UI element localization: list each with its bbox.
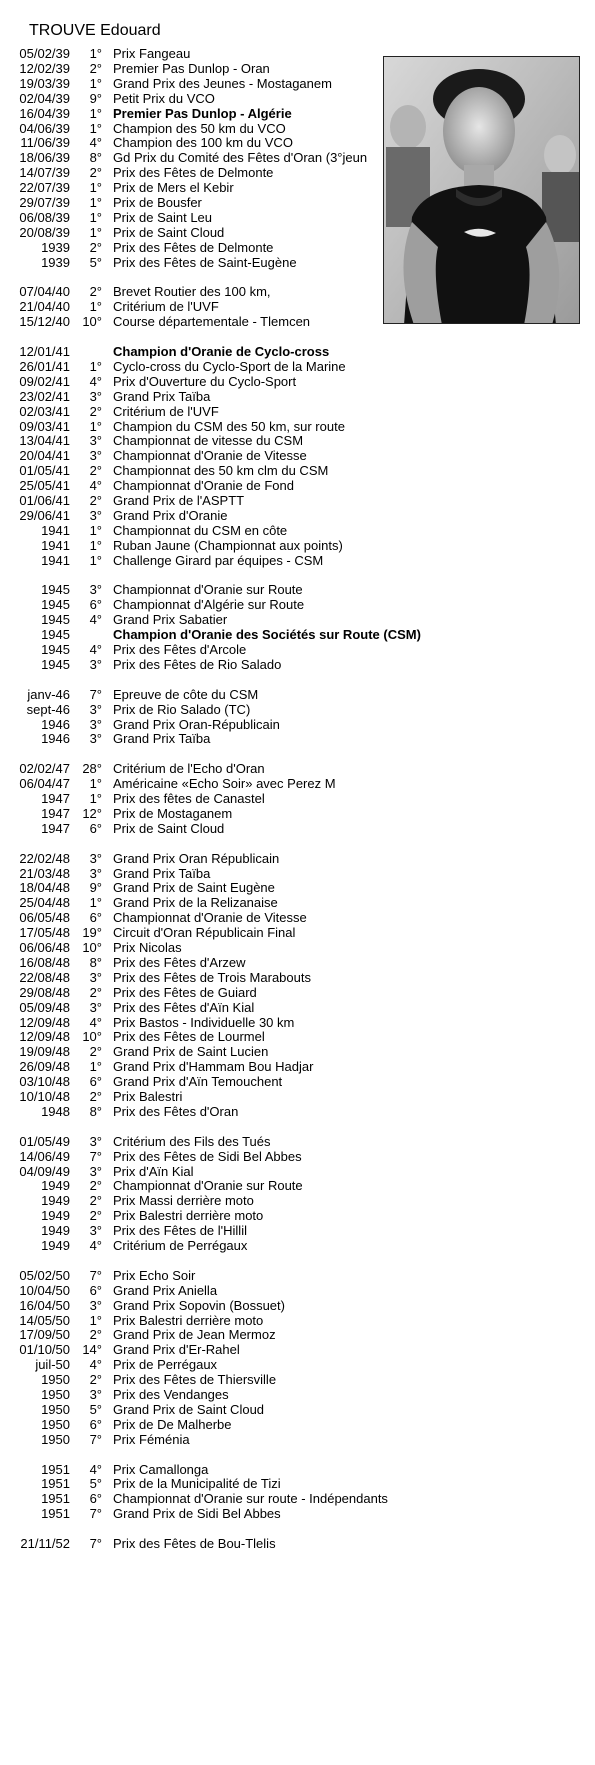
result-date: 22/08/48	[19, 969, 70, 985]
result-rank: 3°	[89, 582, 102, 598]
result-event: Prix de Perrégaux	[113, 1357, 218, 1373]
result-date: 1947	[41, 805, 70, 821]
result-rank: 1°	[89, 105, 102, 121]
result-rank: 3°	[89, 1133, 102, 1149]
result-row	[0, 1535, 595, 1552]
result-date: 1949	[41, 1238, 70, 1253]
result-date: 1941	[41, 537, 70, 553]
result-event: Championnat d'Algérie sur Route	[113, 597, 305, 613]
result-date: 25/04/48	[19, 895, 70, 911]
result-date: 1949	[41, 1208, 70, 1224]
result-date: 06/06/48	[19, 940, 70, 955]
result-rank: 7°	[89, 1536, 102, 1551]
result-date: 21/04/40	[19, 299, 70, 315]
result-event: Petit Prix du VCO	[113, 90, 215, 106]
result-date: 17/05/48	[19, 925, 70, 941]
result-rank: 3°	[89, 716, 102, 732]
result-event: Grand Prix Sabatier	[113, 612, 228, 628]
result-rank: 2°	[89, 493, 102, 508]
result-event: Prix de De Malherbe	[113, 1416, 232, 1432]
result-rank: 1°	[89, 1059, 102, 1075]
result-rank: 1°	[89, 180, 102, 196]
result-rank: 7°	[89, 1148, 102, 1164]
result-event: Champion des 100 km du VCO	[113, 135, 293, 151]
result-date: 07/04/40	[19, 284, 70, 300]
result-rank: 3°	[89, 701, 102, 717]
result-event: Prix Camallonga	[113, 1461, 209, 1477]
result-event: Critérium de l'UVF	[113, 403, 219, 419]
result-event: Grand Prix Taïba	[113, 388, 211, 404]
result-event: Prix de Saint Leu	[113, 209, 213, 225]
result-date: 01/05/49	[19, 1133, 70, 1149]
result-event: Grand Prix Taïba	[113, 731, 211, 747]
result-rank: 7°	[89, 1431, 102, 1447]
result-date: 12/09/48	[19, 1029, 70, 1045]
result-rank: 3°	[89, 731, 102, 747]
result-date: 1939	[41, 239, 70, 255]
result-event: Grand Prix de Saint Lucien	[113, 1044, 269, 1060]
result-date: 02/03/41	[19, 403, 70, 419]
result-rank: 1°	[89, 552, 102, 568]
result-date: 02/02/47	[19, 761, 70, 777]
result-rank: 3°	[89, 1297, 102, 1313]
result-date: 09/03/41	[19, 418, 70, 434]
result-date: 20/04/41	[19, 448, 70, 464]
result-event: Challenge Girard par équipes - CSM	[113, 552, 324, 568]
result-event: Critérium des Fils des Tués	[113, 1133, 271, 1149]
result-rank: 1°	[89, 120, 102, 136]
result-rank: 19°	[82, 925, 102, 941]
result-event: Prix des Fêtes d'Arzew	[113, 954, 246, 970]
result-event: Prix de Rio Salado (TC)	[113, 701, 251, 717]
result-date: 19/09/48	[19, 1044, 70, 1060]
result-rank: 7°	[89, 1267, 102, 1283]
result-rank: 10°	[82, 1029, 102, 1045]
result-rank: 4°	[89, 1357, 102, 1373]
result-rank: 1°	[89, 1312, 102, 1328]
result-event: Prix des Fêtes de Sidi Bel Abbes	[113, 1148, 302, 1164]
result-rank: 6°	[89, 820, 102, 836]
result-rank: 4°	[89, 1238, 102, 1253]
result-event: Ruban Jaune (Championnat aux points)	[113, 537, 343, 553]
result-event: Grand Prix d'Oranie	[113, 507, 228, 523]
result-rank: 2°	[89, 60, 102, 76]
result-date: 15/12/40	[19, 314, 70, 330]
result-rank: 3°	[89, 507, 102, 523]
result-event: Critérium de l'UVF	[113, 299, 219, 315]
result-event: Prix de Saint Cloud	[113, 820, 225, 836]
result-date: 05/02/39	[19, 46, 70, 61]
result-event: Critérium de Perrégaux	[113, 1238, 248, 1253]
result-date: 1951	[41, 1491, 70, 1507]
result-event: Grand Prix des Jeunes - Mostaganem	[113, 75, 332, 91]
result-date: 01/06/41	[19, 493, 70, 508]
result-date: 23/02/41	[19, 388, 70, 404]
result-rank: 3°	[89, 969, 102, 985]
result-event: Grand Prix Oran Républicain	[113, 850, 280, 866]
result-date: 29/06/41	[19, 507, 70, 523]
result-rank: 1°	[89, 895, 102, 911]
result-date: 22/07/39	[19, 180, 70, 196]
result-rank: 3°	[89, 433, 102, 449]
result-rank: 6°	[89, 1282, 102, 1298]
result-date: 29/07/39	[19, 195, 70, 210]
result-event: Championnat d'Oranie de Fond	[113, 478, 294, 494]
result-date: 03/10/48	[19, 1074, 70, 1090]
result-event: Grand Prix Aniella	[113, 1282, 218, 1298]
result-date: 11/06/39	[20, 135, 70, 151]
result-event: Prix d'Ouverture du Cyclo-Sport	[113, 373, 297, 389]
result-date: 14/06/49	[19, 1148, 70, 1164]
result-event: Prix des Fêtes de Bou-Tlelis	[113, 1536, 276, 1551]
result-event: Prix des Vendanges	[113, 1387, 229, 1402]
result-date: janv-46	[27, 686, 70, 702]
result-event: Prix de la Municipalité de Tizi	[113, 1476, 281, 1492]
result-date: 05/02/50	[19, 1267, 70, 1283]
result-rank: 4°	[89, 373, 102, 389]
result-date: 20/08/39	[19, 224, 70, 240]
result-rank: 8°	[89, 150, 102, 166]
result-event: Prix Balestri derrière moto	[113, 1208, 264, 1224]
result-rank: 6°	[89, 597, 102, 613]
result-rank: 1°	[89, 46, 102, 61]
result-date: 12/02/39	[19, 60, 70, 76]
result-rank: 3°	[89, 1387, 102, 1402]
result-event: Prix de Mostaganem	[113, 805, 233, 821]
result-date: 19/03/39	[19, 75, 70, 91]
result-date: 02/04/39	[19, 90, 70, 106]
result-date: 16/04/50	[19, 1297, 70, 1313]
result-event: Américaine «Echo Soir» avec Perez M	[113, 776, 336, 792]
result-event: Prix de Saint Cloud	[113, 224, 225, 240]
result-event: Grand Prix de l'ASPTT	[113, 493, 245, 508]
result-rank: 4°	[89, 135, 102, 151]
result-event: Championnat d'Oranie sur Route	[113, 582, 303, 598]
result-event: Grand Prix de Jean Mermoz	[113, 1327, 276, 1343]
result-event: Grand Prix d'Er-Rahel	[113, 1342, 240, 1358]
result-date: 1945	[41, 627, 70, 643]
result-rank: 9°	[89, 90, 102, 106]
result-rank: 3°	[89, 656, 102, 672]
result-rank: 9°	[89, 880, 102, 896]
result-rank: 1°	[89, 776, 102, 792]
result-date: 12/01/41	[19, 344, 70, 359]
result-rank: 5°	[89, 254, 102, 270]
result-event: Prix Bastos - Individuelle 30 km	[113, 1014, 295, 1030]
result-event: Championnat d'Oranie sur Route	[113, 1178, 303, 1194]
result-date: 1951	[41, 1506, 70, 1522]
result-rank: 2°	[89, 1044, 102, 1060]
result-event: Grand Prix de Saint Eugène	[113, 880, 275, 896]
result-rank: 3°	[89, 1163, 102, 1179]
result-event: Champion d'Oranie de Cyclo-cross	[113, 344, 330, 359]
result-event: Grand Prix Taïba	[113, 865, 211, 881]
result-rank: 2°	[89, 984, 102, 1000]
result-event: Grand Prix d'Aïn Temouchent	[113, 1074, 283, 1090]
result-date: 1947	[41, 791, 70, 806]
result-rank: 2°	[89, 463, 102, 479]
result-date: 10/04/50	[19, 1282, 70, 1298]
result-rank: 1°	[89, 209, 102, 225]
result-date: 06/08/39	[19, 209, 70, 225]
result-rank: 3°	[89, 865, 102, 881]
result-date: 18/04/48	[19, 880, 70, 896]
result-date: 04/06/39	[19, 120, 70, 136]
result-date: 1948	[41, 1103, 70, 1119]
result-rank: 6°	[89, 1416, 102, 1432]
result-date: 25/05/41	[19, 478, 70, 494]
result-event: Prix Fangeau	[113, 46, 191, 61]
result-rank: 1°	[89, 537, 102, 553]
result-date: 18/06/39	[19, 150, 70, 166]
result-date: 06/04/47	[19, 776, 70, 792]
result-rank: 2°	[89, 1178, 102, 1194]
result-rank: 1°	[89, 791, 102, 806]
result-rank: 3°	[89, 388, 102, 404]
result-event: Grand Prix Oran-Républicain	[113, 716, 280, 732]
result-rank: 3°	[89, 999, 102, 1015]
result-event: Prix Balestri derrière moto	[113, 1312, 264, 1328]
result-rank: 1°	[89, 75, 102, 91]
result-date: 1939	[41, 254, 70, 270]
result-rank: 10°	[82, 314, 102, 330]
result-rank: 6°	[89, 910, 102, 926]
result-event: Prix des Fêtes de Rio Salado	[113, 656, 282, 672]
result-event: Prix des Fêtes d'Arcole	[113, 642, 247, 657]
result-event: Brevet Routier des 100 km,	[113, 284, 271, 300]
result-date: 16/04/39	[19, 105, 70, 121]
result-date: 1951	[41, 1476, 70, 1492]
result-date: 14/07/39	[19, 165, 70, 181]
result-event: Champion du CSM des 50 km, sur route	[113, 418, 345, 434]
result-date: 21/11/52	[20, 1536, 70, 1551]
result-rank: 8°	[89, 1103, 102, 1119]
result-event: Prix des Fêtes de l'Hillil	[113, 1223, 247, 1239]
result-rank: 2°	[89, 1327, 102, 1343]
result-rank: 4°	[89, 612, 102, 628]
result-date: 04/09/49	[19, 1163, 70, 1179]
result-event: Grand Prix Sopovin (Bossuet)	[113, 1297, 285, 1313]
result-event: Epreuve de côte du CSM	[113, 686, 259, 702]
result-date: 13/04/41	[19, 433, 70, 449]
result-rank: 7°	[89, 686, 102, 702]
result-event: Prix Echo Soir	[113, 1267, 196, 1283]
result-date: 1945	[41, 582, 70, 598]
result-event: Prix de Mers el Kebir	[113, 180, 234, 196]
result-event: Prix Balestri	[113, 1089, 183, 1104]
result-event: Champion des 50 km du VCO	[113, 120, 286, 136]
result-date: 1950	[41, 1401, 70, 1417]
result-event: Prix des Fêtes de Thiersville	[113, 1372, 277, 1388]
result-rank: 1°	[89, 418, 102, 434]
result-date: 1945	[41, 612, 70, 628]
result-rank: 2°	[89, 1193, 102, 1209]
result-event: Prix Massi derrière moto	[113, 1193, 254, 1209]
result-event: Circuit d'Oran Républicain Final	[113, 925, 296, 941]
result-event: Championnat du CSM en côte	[113, 522, 288, 538]
result-rank: 2°	[89, 239, 102, 255]
result-event: Prix des Fêtes d'Aïn Kial	[113, 999, 255, 1015]
result-date: juil-50	[35, 1357, 70, 1373]
result-event: Championnat de vitesse du CSM	[113, 433, 304, 449]
result-event: Prix Féménia	[113, 1431, 190, 1447]
portrait-photo	[383, 56, 580, 324]
result-rank: 6°	[89, 1491, 102, 1507]
result-date: 1945	[41, 656, 70, 672]
result-event: Grand Prix de la Relizanaise	[113, 895, 278, 911]
result-event: Prix des Fêtes d'Oran	[113, 1103, 239, 1119]
result-rank: 14°	[82, 1342, 102, 1358]
result-event: Championnat des 50 km clm du CSM	[113, 463, 329, 479]
result-date: 1946	[41, 716, 70, 732]
result-rank: 5°	[89, 1476, 102, 1492]
result-date: 1947	[41, 820, 70, 836]
result-rank: 6°	[89, 1074, 102, 1090]
result-rank: 2°	[89, 284, 102, 300]
result-rank: 4°	[89, 1014, 102, 1030]
result-rank: 3°	[89, 850, 102, 866]
result-date: 26/01/41	[19, 358, 70, 374]
result-date: 14/05/50	[19, 1312, 70, 1328]
result-rank: 12°	[82, 805, 102, 821]
result-event: Prix des Fêtes de Trois Marabouts	[113, 969, 311, 985]
result-date: 1949	[41, 1178, 70, 1194]
result-rank: 8°	[89, 954, 102, 970]
result-event: Champion d'Oranie des Sociétés sur Route (CSM)	[113, 627, 421, 643]
result-rank: 2°	[89, 1089, 102, 1104]
result-date: 21/03/48	[19, 865, 70, 881]
result-rank: 3°	[89, 1223, 102, 1239]
result-event: Prix des Fêtes de Saint-Eugène	[113, 254, 297, 270]
result-date: 01/05/41	[19, 463, 70, 479]
result-date: 1946	[41, 731, 70, 747]
result-date: 1950	[41, 1372, 70, 1388]
result-date: 1945	[41, 642, 70, 657]
result-date: 01/10/50	[19, 1342, 70, 1358]
result-event: Prix Nicolas	[113, 940, 182, 955]
result-date: 16/08/48	[19, 954, 70, 970]
result-rank: 2°	[89, 403, 102, 419]
result-event: Championnat d'Oranie de Vitesse	[113, 910, 307, 926]
result-event: Grand Prix d'Hammam Bou Hadjar	[113, 1059, 314, 1075]
result-date: 1950	[41, 1431, 70, 1447]
result-event: Grand Prix de Saint Cloud	[113, 1401, 265, 1417]
result-date: 12/09/48	[19, 1014, 70, 1030]
result-rank: 1°	[89, 224, 102, 240]
result-event: Prix des Fêtes de Delmonte	[113, 239, 274, 255]
result-event: Premier Pas Dunlop - Oran	[113, 60, 270, 76]
page-title: TROUVE Edouard	[29, 22, 161, 39]
result-rank: 4°	[89, 478, 102, 494]
result-event: Prix des Fêtes de Lourmel	[113, 1029, 265, 1045]
result-event: Prix d'Aïn Kial	[113, 1163, 194, 1179]
result-rank: 1°	[89, 522, 102, 538]
result-date: 26/09/48	[19, 1059, 70, 1075]
result-date: 1945	[41, 597, 70, 613]
result-date: 1941	[41, 522, 70, 538]
result-rank: 2°	[89, 165, 102, 181]
result-date: 1951	[41, 1461, 70, 1477]
result-date: 22/02/48	[19, 850, 70, 866]
result-event: Championnat d'Oranie sur route - Indépendants	[113, 1491, 388, 1507]
result-event: Championnat d'Oranie de Vitesse	[113, 448, 307, 464]
result-event: Course départementale - Tlemcen	[113, 314, 311, 330]
result-date: sept-46	[26, 701, 70, 717]
result-date: 1941	[41, 552, 70, 568]
result-event: Gd Prix du Comité des Fêtes d'Oran (3°jeun	[113, 150, 368, 166]
result-event: Cyclo-cross du Cyclo-Sport de la Marine	[113, 358, 346, 374]
result-rank: 4°	[89, 1461, 102, 1477]
result-event: Prix de Bousfer	[113, 195, 202, 210]
result-date: 29/08/48	[19, 984, 70, 1000]
result-rank: 2°	[89, 1372, 102, 1388]
result-rank: 1°	[89, 195, 102, 210]
result-date: 1949	[41, 1193, 70, 1209]
result-date: 1950	[41, 1416, 70, 1432]
result-date: 1950	[41, 1387, 70, 1402]
result-event: Prix des fêtes de Canastel	[113, 791, 265, 806]
result-date: 1949	[41, 1223, 70, 1239]
result-event: Prix des Fêtes de Delmonte	[113, 165, 274, 181]
result-rank: 1°	[89, 358, 102, 374]
result-rank: 2°	[89, 1208, 102, 1224]
result-date: 05/09/48	[19, 999, 70, 1015]
result-rank: 4°	[89, 642, 102, 657]
result-date: 10/10/48	[19, 1089, 70, 1104]
result-event: Premier Pas Dunlop - Algérie	[113, 105, 292, 121]
result-event: Grand Prix de Sidi Bel Abbes	[113, 1506, 281, 1522]
result-rank: 10°	[82, 940, 102, 955]
result-rank: 5°	[89, 1401, 102, 1417]
result-date: 09/02/41	[19, 373, 70, 389]
result-date: 06/05/48	[19, 910, 70, 926]
result-rank: 28°	[82, 761, 102, 777]
result-rank: 3°	[89, 448, 102, 464]
portrait-photo-image	[384, 57, 580, 324]
result-rank: 1°	[89, 299, 102, 315]
result-date: 17/09/50	[19, 1327, 70, 1343]
result-event: Prix des Fêtes de Guiard	[113, 984, 257, 1000]
result-rank: 7°	[89, 1506, 102, 1522]
result-event: Critérium de l'Echo d'Oran	[113, 761, 265, 777]
